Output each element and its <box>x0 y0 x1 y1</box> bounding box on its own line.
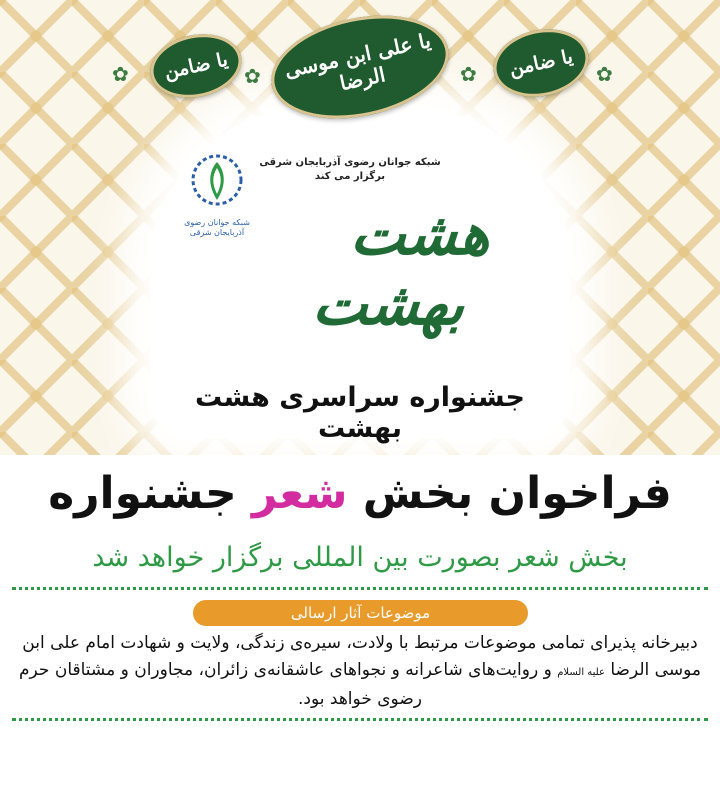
body-text-2: و روایت‌های شاعرانه و نجواهای عاشقانه‌ی زائران، مجاوران و مشتاقان حرم رضوی خواهد بود. <box>19 660 558 709</box>
organizer-action: برگزار می کند <box>314 171 386 182</box>
topics-label-pill <box>193 600 528 626</box>
call-headline <box>0 466 720 522</box>
hasht-behesht-logotype <box>230 200 510 370</box>
flower-ornament-icon: ✿ <box>460 62 477 86</box>
badge-text: یا ضامن <box>507 45 575 81</box>
divider-bottom <box>12 718 708 721</box>
honorific: علیه السلام <box>557 667 605 678</box>
badge-text: یا ضامن <box>162 48 230 84</box>
headline-part-2: جشنواره <box>48 468 252 519</box>
topics-label: موضوعات آثار ارسالی <box>290 604 431 622</box>
logotype-line-2: بهشت <box>307 270 482 338</box>
organizer-name: شبکه جوانان رضوی آذربایجان شرقی <box>259 157 441 168</box>
badge-text: یا علی ابن موسی الرضا <box>282 28 433 96</box>
headline-accent: شعر <box>252 468 348 519</box>
organizer-line <box>250 156 450 184</box>
headline-part-1: فراخوان بخش <box>347 468 672 519</box>
logotype-line-1: هشت <box>344 200 507 268</box>
divider-top <box>12 587 708 590</box>
festival-title: جشنواره سراسری هشت بهشت <box>195 382 525 444</box>
flower-ornament-icon: ✿ <box>596 62 613 86</box>
flower-ornament-icon: ✿ <box>112 62 129 86</box>
topics-description <box>18 630 702 713</box>
logo-caption: شبکه جوانان رضوی آذربایجان شرقی <box>184 218 250 237</box>
body-text-1: دبیرخانه پذیرای تمامی موضوعات مرتبط با ولادت، سیره‌ی زندگی، ولایت و شهادت امام علی ابن موسی الرضا <box>22 633 701 680</box>
international-subhead: بخش شعر بصورت بین المللی برگزار خواهد شد <box>92 542 628 573</box>
flower-ornament-icon: ✿ <box>244 64 261 88</box>
